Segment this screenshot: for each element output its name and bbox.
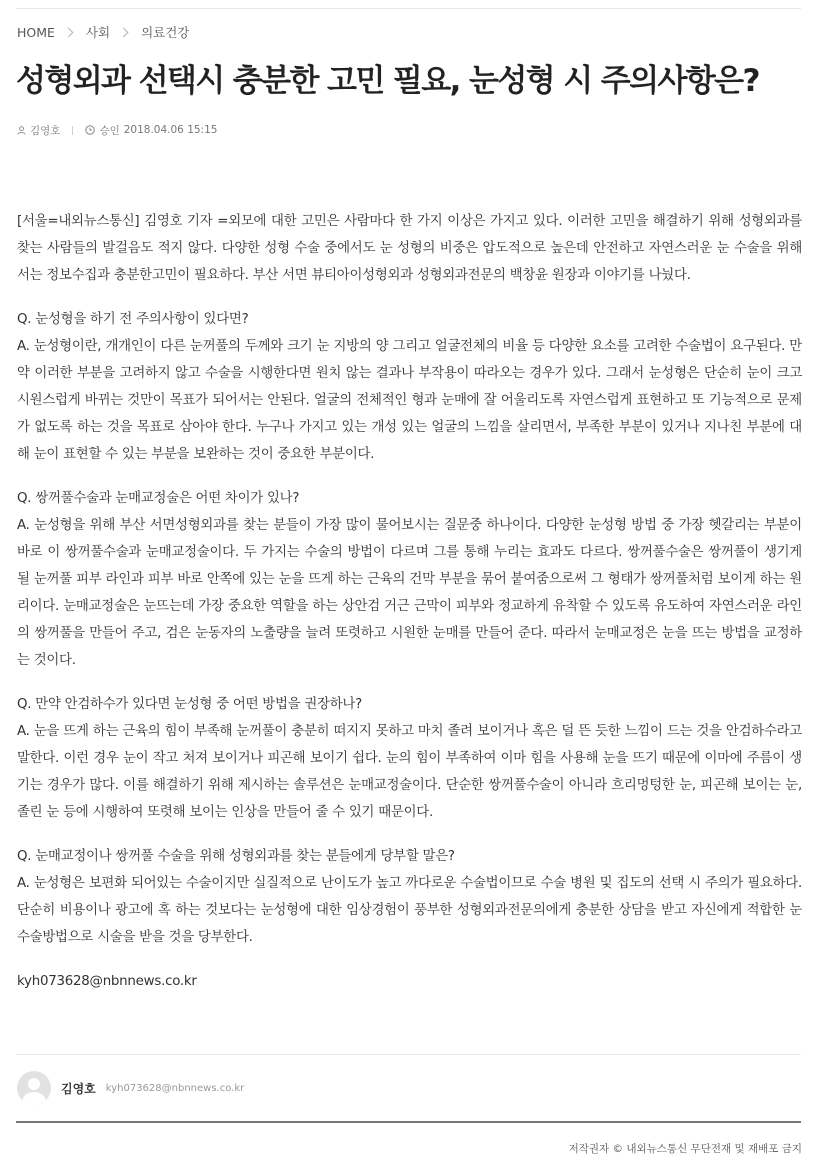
article-paragraph-qa-3 (17, 691, 802, 826)
article-paragraph-lead: [서울=내외뉴스통신] 김영호 기자 =외모에 대한 고민은 사람마다 한 가지 이상은 가지고 있다. 이러한 고민을 해결하기 위해 성형외과를 찾는 사람들의 발걸음도 적지 않다. 다양한 성형 수술 중에서도 눈 성형의 비중은 압도적으로 높은데 안전하고 자연스러운 눈 수술을 위해서는 정보수집과 충분한고민이 필요하다. 부산 서면 뷰티아이성형외과 성형외과전문의 백창윤 원장과 이야기를 나눴다. (17, 214, 803, 283)
approved-label: 승인 (99, 124, 120, 137)
question-text: Q. 눈매교정이나 쌍꺼풀 수술을 위해 성형외과를 찾는 분들에게 당부할 말은? (17, 849, 455, 864)
breadcrumb-home-link[interactable]: HOME (17, 24, 55, 40)
article-paragraph-qa-2 (17, 485, 802, 674)
chevron-right-icon (119, 27, 129, 37)
approved-meta (85, 123, 217, 138)
chevron-right-icon (63, 27, 73, 37)
question-text: Q. 만약 안검하수가 있다면 눈성형 중 어떤 방법을 권장하나? (17, 697, 362, 712)
footer-divider (16, 1121, 801, 1123)
avatar[interactable] (17, 1071, 51, 1105)
article-email: kyh073628@nbnnews.co.kr (17, 974, 197, 989)
clock-icon (85, 125, 95, 135)
author-meta (17, 123, 60, 138)
article-paragraph-qa-4 (17, 843, 802, 951)
article-paragraph-qa-1 (17, 306, 802, 468)
answer-text: A. 눈을 뜨게 하는 근육의 힘이 부족해 눈꺼풀이 충분히 떠지지 못하고 마치 졸려 보이거나 혹은 덜 뜬 듯한 느낌이 드는 것을 안검하수라고 말한다. 이런 경우 눈이 작고 처져 보이거나 피곤해 보이기 쉽다. 눈의 힘이 부족하여 이마 힘을 사용해 눈을 뜨기 때문에 이마에 주름이 생기는 경우가 많다. 이를 해결하기 위해 제시하는 솔루션은 눈매교정술이다. 단순한 쌍꺼풀수술이 아니라 흐리멍텅한 눈, 피곤해 보이는 눈, 졸린 눈 등에 시행하여 또렷해 보이는 인상을 만들어 줄 수 있기 때문이다. (17, 724, 802, 820)
avatar-body-shape (22, 1092, 46, 1105)
answer-text: A. 눈성형을 위해 부산 서면성형외과를 찾는 분들이 가장 많이 물어보시는 질문중 하나이다. 다양한 눈성형 방법 중 가장 헷갈리는 부분이 바로 이 쌍꺼풀수술과 눈매교정술이다. 두 가지는 수술의 방법이 다르며 그를 통해 누리는 효과도 다르다. 쌍꺼풀수술은 쌍꺼풀이 생기게 될 눈꺼풀 피부 라인과 피부 바로 안쪽에 있는 눈을 뜨게 하는 근육의 건막 부분을 묶어 붙여줌으로써 그 형태가 쌍꺼풀처럼 보이게 하는 원리이다. 눈매교정술은 눈뜨는데 가장 중요한 역할을 하는 상안검 거근 근막이 피부와 정교하게 유착할 수 있도록 유도하여 자연스러운 라인의 쌍꺼풀을 만들어 주고, 검은 눈동자의 노출량을 늘려 또렷하고 시원한 눈매를 만들어 준다. 따라서 눈매교정은 눈을 뜨는 방법을 교정하는 것이다. (17, 518, 802, 668)
reporter-email[interactable]: kyh073628@nbnnews.co.kr (105, 1082, 245, 1094)
meta-divider (72, 126, 73, 135)
top-divider (16, 8, 801, 9)
breadcrumb-subsection-link[interactable]: 의료건강 (141, 25, 190, 40)
approved-time: 2018.04.06 15:15 (123, 124, 218, 136)
article-title: 성형외과 선택시 충분한 고민 필요, 눈성형 시 주의사항은? (16, 63, 759, 99)
author-name[interactable]: 김영호 (30, 124, 61, 137)
answer-text: A. 눈성형이란, 개개인이 다른 눈꺼풀의 두께와 크기 눈 지방의 양 그리고 얼굴전체의 비율 등 다양한 요소를 고려한 수술법이 요구된다. 만약 이러한 부분을 고려하지 않고 수술을 시행한다면 원치 않는 결과나 부작용이 따라오는 경우가 있다. 그래서 눈성형은 단순히 눈이 크고 시원스럽게 바뀌는 것만이 목표가 되어서는 안된다. 얼굴의 전체적인 형과 눈매에 잘 어울리도록 자연스럽게 표현하고 또 기능적으로 문제가 없도록 하는 것을 목표로 삼아야 한다. 누구나 가지고 있는 개성 있는 얼굴의 느낌을 살리면서, 부족한 부분이 있거나 지나친 부분에 대해 눈이 표현할 수 있는 부분을 보완하는 것이 중요한 부분이다. (17, 339, 803, 462)
reporter-name[interactable]: 김영호 (61, 1081, 96, 1096)
reporter-byline (17, 1070, 244, 1106)
article-body (17, 208, 802, 1012)
person-icon (17, 126, 26, 135)
copyright-notice: 저작권자 © 내외뉴스통신 무단전재 및 재배포 금지 (568, 1143, 802, 1155)
breadcrumb-section-link[interactable]: 사회 (85, 25, 111, 40)
article-meta (17, 122, 217, 138)
avatar-head-shape (28, 1078, 40, 1090)
breadcrumb (17, 22, 189, 42)
answer-text: A. 눈성형은 보편화 되어있는 수술이지만 실질적으로 난이도가 높고 까다로운 수술법이므로 수술 병원 및 집도의 선택 시 주의가 필요하다. 단순히 비용이나 광고에 혹 하는 것보다는 눈성형에 대한 임상경험이 풍부한 성형외과전문의에게 충분한 상담을 받고 자신에게 적합한 눈수술방법으로 시술을 받을 것을 당부한다. (17, 876, 802, 945)
question-text: Q. 눈성형을 하기 전 주의사항이 있다면? (17, 312, 249, 327)
byline-divider (16, 1054, 801, 1055)
question-text: Q. 쌍꺼풀수술과 눈매교정술은 어떤 차이가 있나? (17, 491, 300, 506)
